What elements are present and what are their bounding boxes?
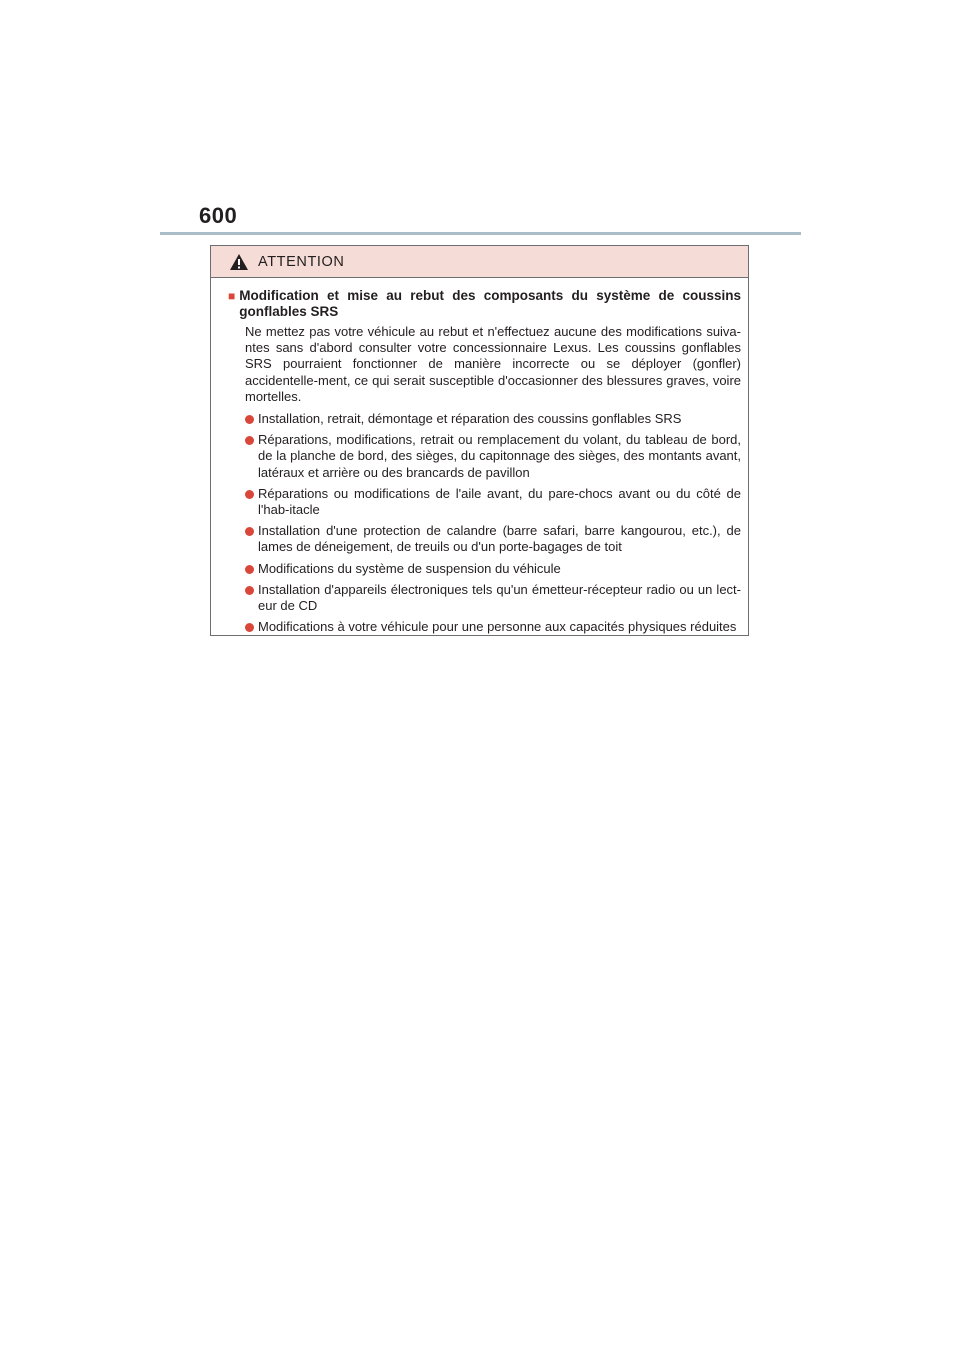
square-bullet-icon: ■ (228, 289, 236, 303)
list-item: Installation d'une protection de calandre (barre safari, barre kangourou, etc.), de lames de déneigement, de treuils ou d'un porte-bagages de toit (245, 523, 741, 555)
section-title (228, 288, 741, 320)
warning-box (210, 245, 749, 636)
warning-title: ATTENTION (258, 253, 345, 270)
list-item: Réparations ou modifications de l'aile avant, du pare-chocs avant ou du côté de l'hab-itacle (245, 486, 741, 518)
bullet-dot-icon (245, 586, 254, 595)
list-item: Installation d'appareils électroniques tels qu'un émetteur-récepteur radio ou un lect-eur de CD (245, 582, 741, 614)
intro-paragraph: Ne mettez pas votre véhicule au rebut et n'effectuez aucune des modifications suiva-ntes sans d'abord consulter votre concessionnaire Lexus. Les coussins gonflables SRS pourraient fonctionner de manière incorrecte ou se déployer (gonfler) accidentelle-ment, ce qui serait susceptible d'occasionner des blessures graves, voire mortelles. (245, 324, 741, 404)
bullet-dot-icon (245, 436, 254, 445)
header-rule (160, 232, 801, 235)
warning-body (211, 278, 748, 635)
bullet-dot-icon (245, 565, 254, 574)
warning-header (211, 246, 748, 278)
bullet-dot-icon (245, 527, 254, 536)
bullet-dot-icon (245, 623, 254, 632)
bullet-dot-icon (245, 490, 254, 499)
list-item: Réparations, modifications, retrait ou remplacement du volant, du tableau de bord, de la planche de bord, des sièges, du capitonnage des sièges, des montants avant, latéraux et arrière ou des brancards de pavillon (245, 432, 741, 481)
warning-triangle-icon (229, 253, 249, 271)
page-number: 600 (199, 203, 238, 228)
list-item: Modifications du système de suspension du véhicule (245, 561, 741, 577)
list-item: Installation, retrait, démontage et réparation des coussins gonflables SRS (245, 411, 741, 427)
section-title-text: Modification et mise au rebut des composants du système de coussins gonflables SRS (239, 288, 741, 319)
bullet-dot-icon (245, 415, 254, 424)
list-item: Modifications à votre véhicule pour une personne aux capacités physiques réduites (245, 619, 741, 635)
bullet-list (228, 411, 741, 635)
